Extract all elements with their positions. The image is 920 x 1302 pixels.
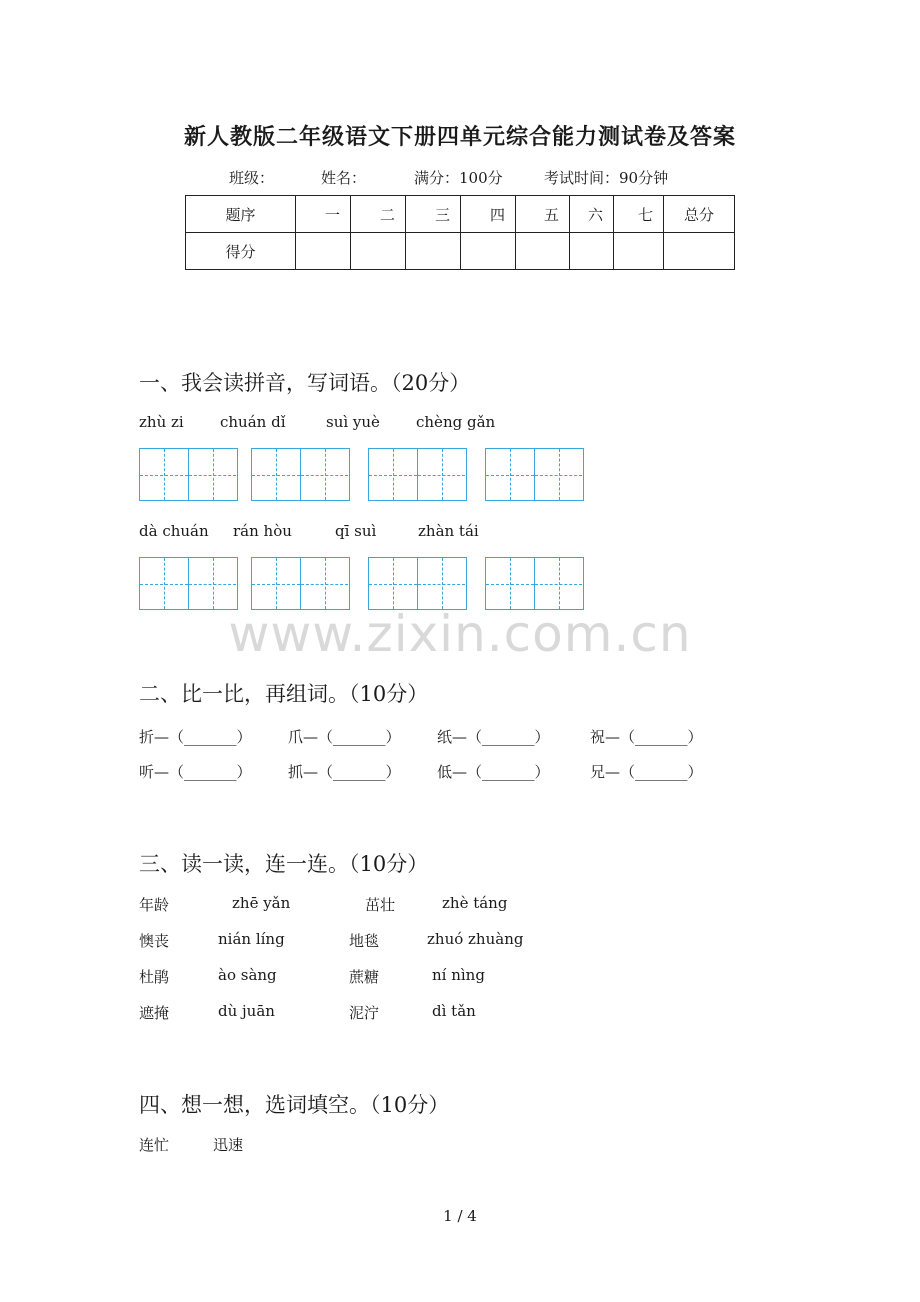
writing-grid[interactable] — [368, 557, 467, 610]
pinyin-label: zhù zi — [139, 413, 184, 431]
pinyin-label: qī suì — [335, 522, 377, 540]
pinyin-label: chèng gǎn — [416, 413, 496, 431]
match-word[interactable]: 蔗糖 — [349, 968, 380, 986]
pinyin-label: rán hòu — [233, 522, 292, 540]
pinyin-label: zhàn tái — [418, 522, 479, 540]
writing-grid[interactable] — [139, 448, 238, 501]
score-cell[interactable] — [570, 233, 614, 270]
header-cell: 题序 — [186, 196, 296, 233]
header-cell: 三 — [406, 196, 461, 233]
match-pinyin[interactable]: ní nìng — [432, 966, 485, 984]
writing-grid[interactable] — [139, 557, 238, 610]
compare-item[interactable]: 低—（_______） — [437, 763, 550, 781]
compare-item[interactable]: 爪—（_______） — [288, 728, 401, 746]
match-word[interactable]: 泥泞 — [349, 1004, 380, 1022]
section-1-heading: 一、我会读拼音，写词语。（20分） — [139, 371, 471, 395]
pinyin-label: suì yuè — [326, 413, 380, 431]
match-word[interactable]: 懊丧 — [139, 932, 170, 950]
writing-grid[interactable] — [485, 448, 584, 501]
page-number: 1 / 4 — [443, 1207, 477, 1225]
match-pinyin[interactable]: ào sàng — [218, 966, 277, 984]
score-table-header-row — [186, 196, 735, 233]
word-option: 迅速 — [213, 1136, 244, 1154]
compare-item[interactable]: 兄—（_______） — [590, 763, 703, 781]
compare-item[interactable]: 抓—（_______） — [288, 763, 401, 781]
match-word[interactable]: 地毯 — [349, 932, 380, 950]
header-cell: 四 — [461, 196, 516, 233]
match-pinyin[interactable]: zhè táng — [442, 894, 508, 912]
score-cell[interactable] — [296, 233, 351, 270]
match-word[interactable]: 年龄 — [139, 896, 170, 914]
score-cell[interactable] — [664, 233, 735, 270]
match-pinyin[interactable]: zhuó zhuàng — [427, 930, 524, 948]
match-pinyin[interactable]: dù juān — [218, 1002, 275, 1020]
class-label: 班级： — [229, 169, 275, 187]
header-cell: 六 — [570, 196, 614, 233]
score-cell[interactable] — [351, 233, 406, 270]
pinyin-label: chuán dǐ — [220, 413, 286, 431]
match-pinyin[interactable]: zhē yǎn — [232, 894, 291, 912]
match-word[interactable]: 遮掩 — [139, 1004, 170, 1022]
score-table-score-row — [186, 233, 735, 270]
writing-grid[interactable] — [251, 448, 350, 501]
compare-item[interactable]: 纸—（_______） — [437, 728, 550, 746]
page-title: 新人教版二年级语文下册四单元综合能力测试卷及答案 — [183, 124, 736, 150]
match-word[interactable]: 杜鹃 — [139, 968, 170, 986]
writing-grid[interactable] — [251, 557, 350, 610]
score-cell[interactable] — [461, 233, 516, 270]
header-cell: 总分 — [664, 196, 735, 233]
score-cell[interactable] — [614, 233, 664, 270]
header-cell: 二 — [351, 196, 406, 233]
header-cell: 五 — [516, 196, 570, 233]
header-cell: 七 — [614, 196, 664, 233]
word-option: 连忙 — [139, 1136, 170, 1154]
compare-item[interactable]: 祝—（_______） — [590, 728, 703, 746]
pinyin-label: dà chuán — [139, 522, 209, 540]
match-pinyin[interactable]: dì tǎn — [432, 1002, 476, 1020]
match-pinyin[interactable]: nián líng — [218, 930, 285, 948]
compare-item[interactable]: 听—（_______） — [139, 763, 252, 781]
name-label: 姓名： — [321, 169, 367, 187]
section-2-heading: 二、比一比，再组词。（10分） — [139, 682, 429, 706]
match-word[interactable]: 茁壮 — [365, 896, 396, 914]
watermark: www.zixin.com.cn — [228, 605, 692, 663]
score-table — [185, 195, 735, 270]
writing-grid[interactable] — [485, 557, 584, 610]
compare-item[interactable]: 折—（_______） — [139, 728, 252, 746]
header-cell: 一 — [296, 196, 351, 233]
score-cell[interactable] — [406, 233, 461, 270]
score-cell[interactable] — [516, 233, 570, 270]
full-score: 满分：100分 — [414, 169, 503, 187]
row-label: 得分 — [186, 233, 296, 270]
writing-grid[interactable] — [368, 448, 467, 501]
exam-time: 考试时间：90分钟 — [544, 169, 669, 187]
section-4-heading: 四、想一想，选词填空。（10分） — [139, 1093, 450, 1117]
section-3-heading: 三、读一读，连一连。（10分） — [139, 852, 429, 876]
